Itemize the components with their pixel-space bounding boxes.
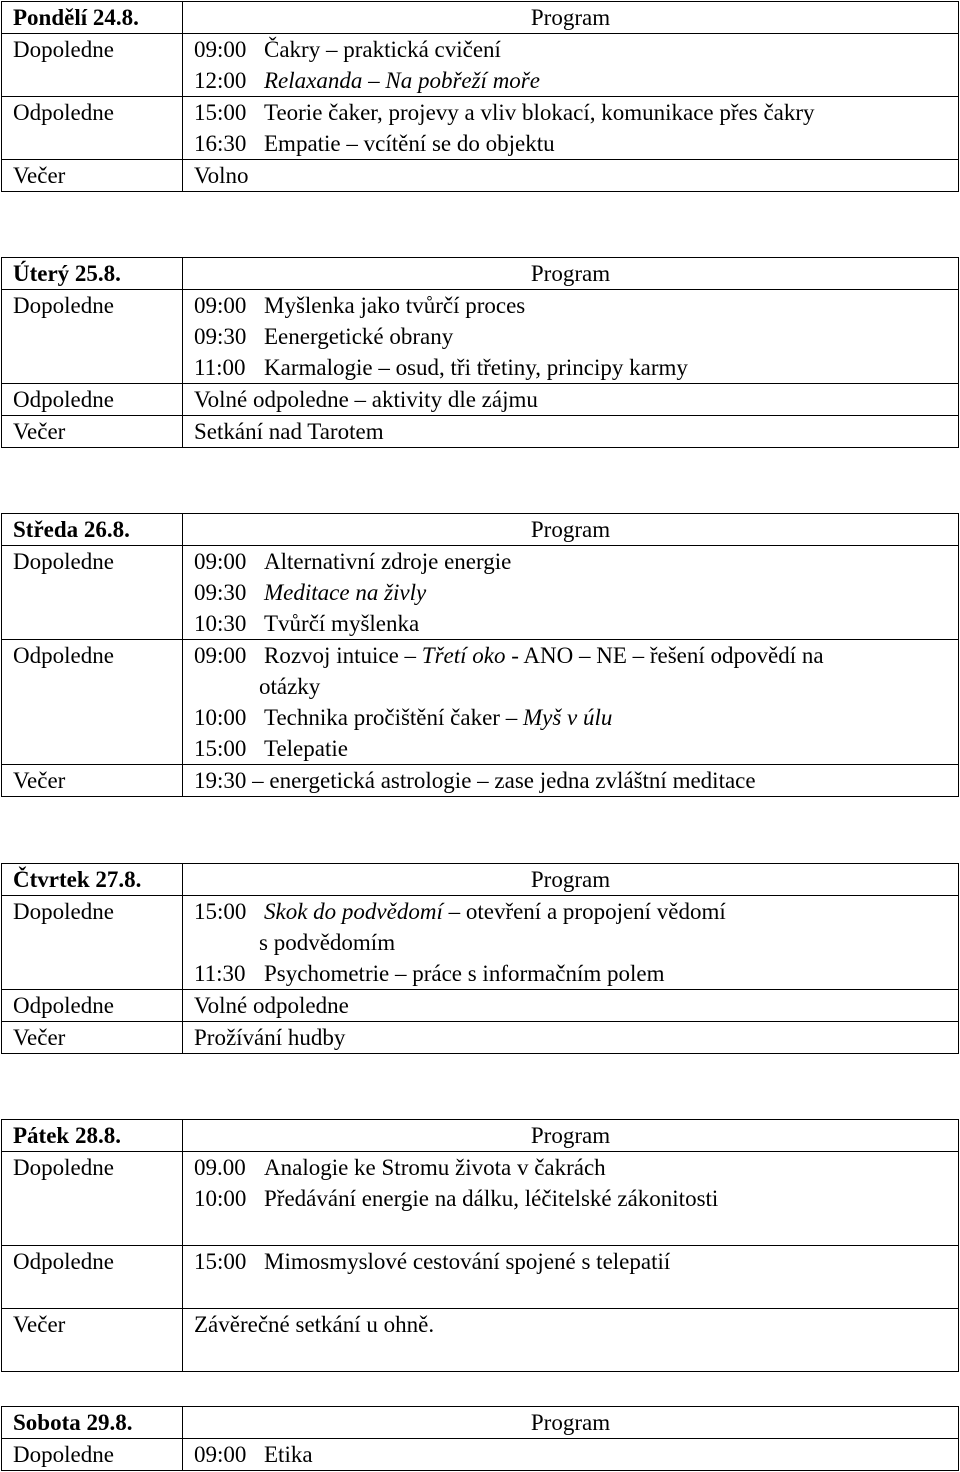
agenda-time: 11:30 xyxy=(194,961,246,986)
agenda-text-italic: Relaxanda – Na pobřeží moře xyxy=(264,68,540,93)
session-label: Odpoledne xyxy=(2,1246,183,1309)
day-title: Čtvrtek 27.8. xyxy=(2,864,183,896)
agenda-time: 12:00 xyxy=(194,68,247,93)
agenda-time: 15:00 xyxy=(194,736,247,761)
agenda-time: 11:00 xyxy=(194,355,246,380)
agenda-item xyxy=(194,608,958,639)
session-content xyxy=(183,290,959,384)
agenda-text: Etika xyxy=(264,1442,313,1467)
session-label: Dopoledne xyxy=(2,1152,183,1246)
day-table-monday xyxy=(1,1,959,192)
session-label: Odpoledne xyxy=(2,990,183,1022)
session-label: Dopoledne xyxy=(2,290,183,384)
day-table-wednesday xyxy=(1,513,959,797)
session-content xyxy=(183,896,959,990)
session-content xyxy=(183,34,959,97)
agenda-text: Eenergetické obrany xyxy=(264,324,454,349)
session-row-morning xyxy=(2,1152,959,1246)
day-header-row xyxy=(2,1120,959,1152)
agenda-time: 09.00 xyxy=(194,1155,246,1180)
session-row-morning xyxy=(2,896,959,990)
agenda-time: 10:00 xyxy=(194,705,247,730)
session-content xyxy=(183,1439,959,1471)
day-title: Sobota 29.8. xyxy=(2,1407,183,1439)
session-content xyxy=(183,160,959,192)
agenda-text-italic: Skok do podvědomí xyxy=(264,899,443,924)
session-content xyxy=(183,1246,959,1309)
session-label: Večer xyxy=(2,416,183,448)
session-row-evening xyxy=(2,765,959,797)
agenda-text: Rozvoj intuice – xyxy=(264,643,422,668)
agenda-time: 09:00 xyxy=(194,37,247,62)
day-table-friday xyxy=(1,1119,959,1372)
agenda-item xyxy=(194,97,958,128)
session-label: Odpoledne xyxy=(2,97,183,160)
program-heading: Program xyxy=(183,1120,959,1152)
session-row-afternoon xyxy=(2,97,959,160)
agenda-item xyxy=(194,1439,958,1470)
day-title: Pondělí 24.8. xyxy=(2,2,183,34)
agenda-text: Empatie – vcítění se do objektu xyxy=(264,131,555,156)
agenda-text: - ANO – NE – řešení odpovědí na xyxy=(505,643,824,668)
session-row-evening xyxy=(2,1309,959,1372)
agenda-time: 09:30 xyxy=(194,324,247,349)
session-row-afternoon xyxy=(2,990,959,1022)
day-header-row xyxy=(2,864,959,896)
day-header-row xyxy=(2,258,959,290)
agenda-time: 10:30 xyxy=(194,611,247,636)
agenda-text: – otevření a propojení vědomí xyxy=(442,899,726,924)
session-label: Večer xyxy=(2,160,183,192)
agenda-text-italic: Myš v úlu xyxy=(522,705,613,730)
session-content xyxy=(183,765,959,797)
day-title: Středa 26.8. xyxy=(2,514,183,546)
session-label: Dopoledne xyxy=(2,34,183,97)
agenda-text-italic: Třetí oko xyxy=(421,643,506,668)
session-label: Dopoledne xyxy=(2,1439,183,1471)
program-heading: Program xyxy=(183,258,959,290)
agenda-time: 15:00 xyxy=(194,100,247,125)
agenda-time: 16:30 xyxy=(194,131,247,156)
day-header-row xyxy=(2,2,959,34)
agenda-text: Prožívání hudby xyxy=(194,1025,346,1050)
session-label: Večer xyxy=(2,1309,183,1372)
agenda-item xyxy=(194,546,958,577)
day-header-row xyxy=(2,1407,959,1439)
agenda-time: 10:00 xyxy=(194,1186,247,1211)
day-header-row xyxy=(2,514,959,546)
agenda-text: Psychometrie – práce s informačním polem xyxy=(264,961,665,986)
agenda-text: Telepatie xyxy=(264,736,348,761)
day-title: Úterý 25.8. xyxy=(2,258,183,290)
agenda-text: Karmalogie – osud, tři třetiny, principy karmy xyxy=(264,355,688,380)
agenda-item xyxy=(194,577,958,608)
agenda-item xyxy=(194,733,958,764)
agenda-item xyxy=(194,128,958,159)
agenda-text: Technika pročištění čaker – xyxy=(264,705,523,730)
agenda-text: Předávání energie na dálku, léčitelské zákonitosti xyxy=(264,1186,719,1211)
agenda-item xyxy=(194,702,958,733)
agenda-text-italic: Meditace na živly xyxy=(264,580,427,605)
session-content xyxy=(183,1309,959,1372)
day-table-tuesday xyxy=(1,257,959,448)
agenda-time: 15:00 xyxy=(194,1249,247,1274)
agenda-text: Volné odpoledne – aktivity dle zájmu xyxy=(194,387,538,412)
agenda-item xyxy=(194,1246,958,1277)
agenda-text: Mimosmyslové cestování spojené s telepatií xyxy=(264,1249,671,1274)
session-content xyxy=(183,546,959,640)
agenda-item xyxy=(194,290,958,321)
session-row-evening xyxy=(2,160,959,192)
agenda-time: 09:00 xyxy=(194,643,247,668)
agenda-text: Myšlenka jako tvůrčí proces xyxy=(264,293,526,318)
session-label: Odpoledne xyxy=(2,384,183,416)
agenda-text-continuation: s podvědomím xyxy=(259,930,396,955)
session-label: Večer xyxy=(2,765,183,797)
agenda-item xyxy=(194,1183,958,1214)
day-table-saturday xyxy=(1,1406,959,1471)
agenda-time: 09:30 xyxy=(194,580,247,605)
session-content xyxy=(183,416,959,448)
program-heading: Program xyxy=(183,1407,959,1439)
session-row-morning xyxy=(2,290,959,384)
program-heading: Program xyxy=(183,514,959,546)
agenda-text: 19:30 – energetická astrologie – zase jedna zvláštní meditace xyxy=(194,768,756,793)
agenda-item xyxy=(194,321,958,352)
day-table-thursday xyxy=(1,863,959,1054)
agenda-item xyxy=(194,896,958,927)
session-content xyxy=(183,384,959,416)
agenda-text: Tvůrčí myšlenka xyxy=(264,611,420,636)
session-content xyxy=(183,97,959,160)
agenda-text: Analogie ke Stromu života v čakrách xyxy=(264,1155,606,1180)
agenda-item xyxy=(194,352,958,383)
session-row-evening xyxy=(2,416,959,448)
day-title: Pátek 28.8. xyxy=(2,1120,183,1152)
session-label: Odpoledne xyxy=(2,640,183,765)
session-row-morning xyxy=(2,546,959,640)
agenda-time: 15:00 xyxy=(194,899,247,924)
agenda-item xyxy=(194,34,958,65)
session-row-evening xyxy=(2,1022,959,1054)
session-content xyxy=(183,1152,959,1246)
agenda-item xyxy=(194,958,958,989)
session-label: Dopoledne xyxy=(2,546,183,640)
agenda-item xyxy=(194,1152,958,1183)
program-heading: Program xyxy=(183,2,959,34)
agenda-item xyxy=(194,65,958,96)
agenda-text: Teorie čaker, projevy a vliv blokací, komunikace přes čakry xyxy=(264,100,815,125)
agenda-time: 09:00 xyxy=(194,549,247,574)
agenda-item xyxy=(194,640,958,671)
session-row-afternoon xyxy=(2,384,959,416)
session-row-morning xyxy=(2,1439,959,1471)
agenda-time: 09:00 xyxy=(194,293,247,318)
session-label: Dopoledne xyxy=(2,896,183,990)
session-label: Večer xyxy=(2,1022,183,1054)
agenda-text: Volné odpoledne xyxy=(194,993,349,1018)
session-row-afternoon xyxy=(2,640,959,765)
session-content xyxy=(183,990,959,1022)
agenda-text: Závěrečné setkání u ohně. xyxy=(194,1312,435,1337)
program-heading: Program xyxy=(183,864,959,896)
agenda-text: Setkání nad Tarotem xyxy=(194,419,384,444)
session-content xyxy=(183,640,959,765)
session-row-morning xyxy=(2,34,959,97)
agenda-text: Alternativní zdroje energie xyxy=(264,549,512,574)
session-row-afternoon xyxy=(2,1246,959,1309)
agenda-text: Čakry – praktická cvičení xyxy=(264,37,501,62)
session-content xyxy=(183,1022,959,1054)
agenda-text: Volno xyxy=(194,163,249,188)
agenda-text-continuation: otázky xyxy=(259,674,321,699)
agenda-time: 09:00 xyxy=(194,1442,247,1467)
